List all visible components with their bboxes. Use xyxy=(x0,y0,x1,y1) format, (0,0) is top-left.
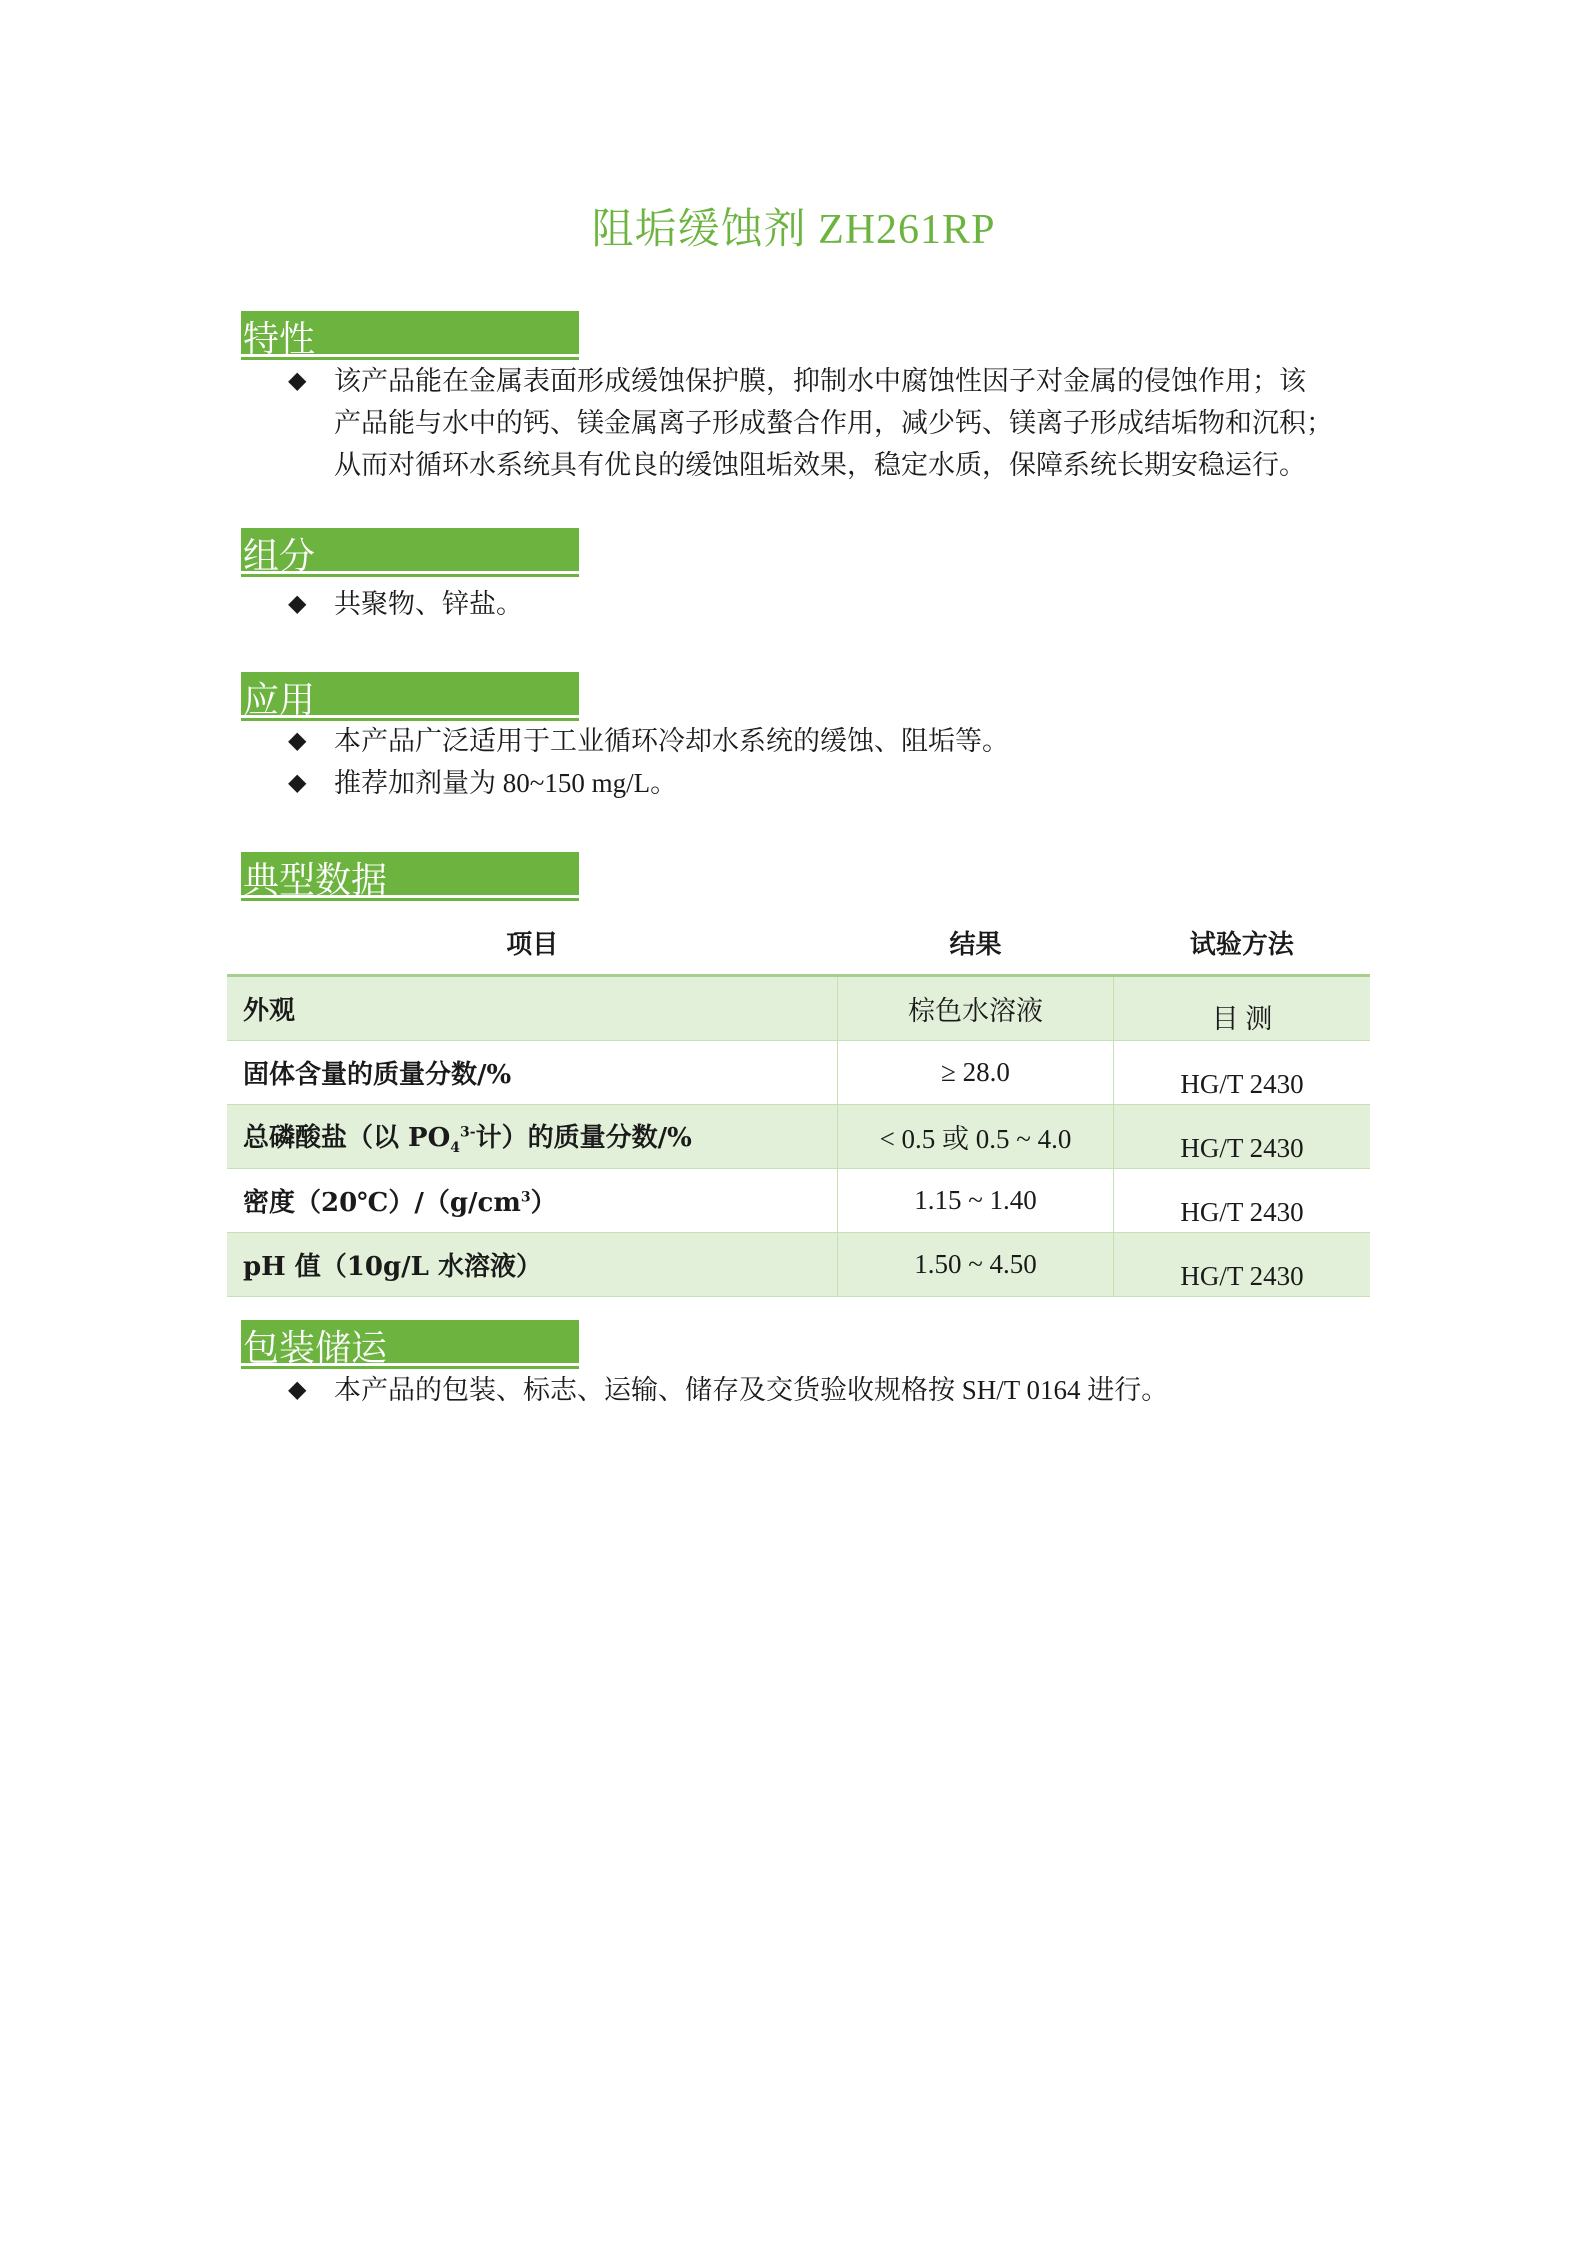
cell-result: 1.50 ~ 4.50 xyxy=(838,1233,1114,1297)
diamond-bullet-icon: ◆ xyxy=(288,1377,307,1403)
cell-method: 目 测 xyxy=(1114,976,1371,1041)
cell-method: HG/T 2430 xyxy=(1114,1233,1371,1297)
cell-result: 棕色水溶液 xyxy=(838,976,1114,1041)
cell-item: 固体含量的质量分数/% xyxy=(227,1041,838,1105)
table-row xyxy=(227,1041,1370,1105)
cell-item: 总磷酸盐（以 $PO_4^{3-}$计）的质量分数/% xyxy=(227,1105,838,1169)
table-row xyxy=(227,1233,1370,1297)
cell-method: HG/T 2430 xyxy=(1114,1105,1371,1169)
cell-result: ≥ 28.0 xyxy=(838,1041,1114,1105)
bullet-text: 本产品广泛适用于工业循环冷却水系统的缓蚀、阻垢等。 xyxy=(334,726,1009,756)
table-row xyxy=(227,1105,1370,1169)
table-row xyxy=(227,1169,1370,1233)
cell-item: 外观 xyxy=(227,976,838,1041)
cell-result: 1.15 ~ 1.40 xyxy=(838,1169,1114,1233)
diamond-bullet-icon: ◆ xyxy=(288,591,307,617)
diamond-bullet-icon: ◆ xyxy=(288,728,307,754)
column-header-item: 项目 xyxy=(227,910,838,976)
cell-result: < 0.5 或 0.5 ~ 4.0 xyxy=(838,1105,1114,1169)
section-heading-typical-data: 典型数据 xyxy=(241,852,579,898)
typical-data-table xyxy=(227,910,1370,1297)
column-header-result: 结果 xyxy=(838,910,1114,976)
table-header-row xyxy=(227,910,1370,976)
diamond-bullet-icon: ◆ xyxy=(288,770,307,796)
bullet-text: 该产品能在金属表面形成缓蚀保护膜，抑制水中腐蚀性因子对金属的侵蚀作用；该 产品能与水中的钙、镁金属离子形成螯合作用，减少钙、镁离子形成结垢物和沉积； 从而对循环水系统具有优良的缓蚀阻垢效果，稳定水质，保障系统长期安稳运行。 xyxy=(334,366,1333,480)
table-row xyxy=(227,976,1370,1041)
section-heading-features: 特性 xyxy=(241,311,579,357)
bullet-text: 推荐加剂量为 80~150 mg/L。 xyxy=(334,768,678,798)
bullet-text: 共聚物、锌盐。 xyxy=(334,589,523,619)
bullet-text: 本产品的包装、标志、运输、储存及交货验收规格按 SH/T 0164 进行。 xyxy=(334,1375,1169,1405)
cell-method: HG/T 2430 xyxy=(1114,1041,1371,1105)
cell-item: 密度$(20℃)/(g/cm^3)$ xyxy=(227,1169,838,1233)
section-heading-application: 应用 xyxy=(241,672,579,718)
cell-method: HG/T 2430 xyxy=(1114,1169,1371,1233)
column-header-method: 试验方法 xyxy=(1114,910,1371,976)
cell-item: pH 值（10g/L 水溶液） xyxy=(227,1233,838,1297)
diamond-bullet-icon: ◆ xyxy=(288,368,307,394)
section-heading-composition: 组分 xyxy=(241,528,579,574)
document-title: 阻垢缓蚀剂 ZH261RP xyxy=(591,207,996,253)
section-heading-packaging: 包装储运 xyxy=(241,1320,579,1366)
